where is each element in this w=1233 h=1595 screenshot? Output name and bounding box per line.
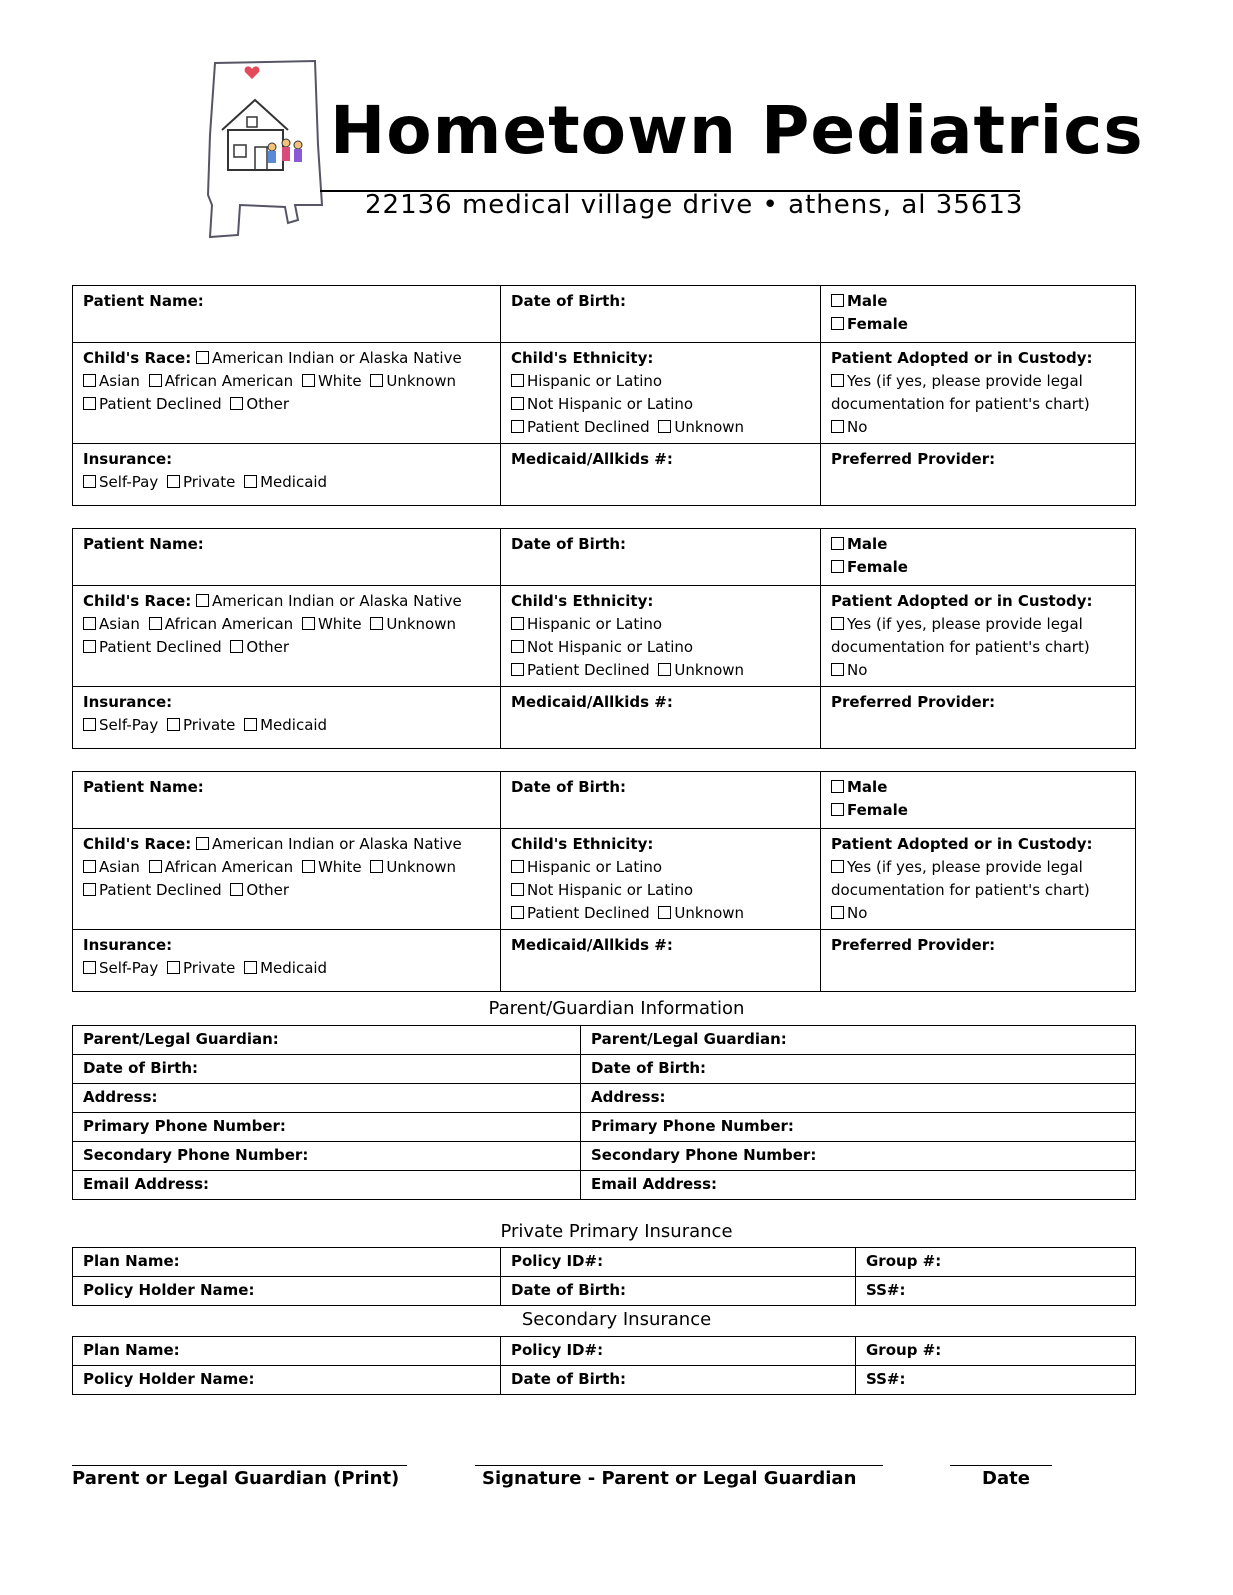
insurance-option-label: Medicaid bbox=[260, 473, 328, 491]
date-label: Date bbox=[982, 1468, 1030, 1489]
race-option-label: Other bbox=[246, 395, 289, 413]
insurance-label: Insurance: bbox=[83, 936, 173, 954]
parent-field-cell-1[interactable] bbox=[73, 1142, 581, 1171]
race-option bbox=[230, 395, 289, 413]
parent-row bbox=[73, 1055, 1136, 1084]
race-option bbox=[83, 858, 140, 876]
ethnicity-option-label: Hispanic or Latino bbox=[527, 615, 663, 633]
ethnicity-option bbox=[511, 881, 693, 899]
insurance-option bbox=[244, 473, 327, 491]
race-option-label: White bbox=[317, 372, 362, 390]
race-checkbox[interactable] bbox=[370, 617, 383, 630]
race-checkbox[interactable] bbox=[370, 860, 383, 873]
female-checkbox[interactable] bbox=[831, 803, 844, 816]
insurance-option-label: Private bbox=[183, 716, 236, 734]
race-option bbox=[302, 615, 362, 633]
parent-field-label: Date of Birth: bbox=[591, 1059, 707, 1077]
private-insurance-table bbox=[72, 1247, 1136, 1306]
patient-table-2 bbox=[72, 528, 1136, 749]
patient-table-3 bbox=[72, 771, 1136, 992]
race-option-label: Unknown bbox=[386, 615, 456, 633]
race-checkbox[interactable] bbox=[302, 860, 315, 873]
race-option bbox=[83, 395, 222, 413]
race-label: Child's Race: bbox=[83, 835, 192, 853]
private-holder-dob-cell[interactable] bbox=[501, 1277, 856, 1306]
race-option bbox=[230, 638, 289, 656]
race-option-label: Patient Declined bbox=[99, 395, 222, 413]
race-checkbox[interactable] bbox=[196, 351, 209, 364]
insurance-option bbox=[83, 716, 158, 734]
adopted-cell bbox=[821, 586, 1136, 687]
ethnicity-option bbox=[658, 904, 744, 922]
adopted-label: Patient Adopted or in Custody: bbox=[831, 349, 1093, 367]
parent-field-label: Secondary Phone Number: bbox=[591, 1146, 817, 1164]
insurance-checkbox[interactable] bbox=[244, 718, 257, 731]
ethnicity-checkbox[interactable] bbox=[511, 883, 524, 896]
ethnicity-option-label: Patient Declined bbox=[527, 904, 650, 922]
race-checkbox[interactable] bbox=[83, 397, 96, 410]
parent-field-label: Address: bbox=[591, 1088, 666, 1106]
insurance-option-label: Medicaid bbox=[260, 959, 328, 977]
ethnicity-option-label: Not Hispanic or Latino bbox=[527, 881, 694, 899]
ethnicity-option bbox=[658, 418, 744, 436]
race-checkbox[interactable] bbox=[83, 640, 96, 653]
sex-cell bbox=[821, 286, 1136, 343]
insurance-option bbox=[244, 716, 327, 734]
secondary-holder-dob-cell[interactable] bbox=[501, 1366, 856, 1395]
insurance-cell bbox=[73, 444, 501, 506]
ethnicity-checkbox[interactable] bbox=[511, 906, 524, 919]
secondary-group-label: Group #: bbox=[866, 1341, 942, 1359]
secondary-ssn-label: SS#: bbox=[866, 1370, 906, 1388]
race-option-label: American Indian or Alaska Native bbox=[211, 349, 462, 367]
parent-field-label: Primary Phone Number: bbox=[591, 1117, 794, 1135]
race-cell bbox=[73, 829, 501, 930]
private-group-label: Group #: bbox=[866, 1252, 942, 1270]
parent-section-title: Parent/Guardian Information bbox=[488, 998, 745, 1019]
race-checkbox[interactable] bbox=[149, 374, 162, 387]
adopted-no-label: No bbox=[847, 418, 868, 436]
alabama-house-logo-icon bbox=[200, 55, 330, 245]
medicaid-label: Medicaid/Allkids #: bbox=[511, 693, 673, 711]
race-option bbox=[370, 372, 456, 390]
female-label: Female bbox=[847, 315, 908, 333]
ethnicity-checkbox[interactable] bbox=[511, 374, 524, 387]
ethnicity-option bbox=[511, 418, 650, 436]
patient-table-1 bbox=[72, 285, 1136, 506]
adopted-yes-checkbox[interactable] bbox=[831, 374, 844, 387]
print-name-line[interactable] bbox=[72, 1465, 407, 1466]
parent-field-cell-2[interactable] bbox=[581, 1113, 1136, 1142]
adopted-yes-label: Yes (if yes, please provide legal documentation for patient's chart) bbox=[831, 858, 1090, 899]
race-checkbox[interactable] bbox=[196, 837, 209, 850]
insurance-checkbox[interactable] bbox=[167, 718, 180, 731]
ethnicity-checkbox[interactable] bbox=[658, 420, 671, 433]
race-option-label: African American bbox=[164, 858, 294, 876]
race-option bbox=[149, 615, 293, 633]
preferred-provider-cell[interactable] bbox=[821, 444, 1136, 506]
date-of-birth-cell[interactable] bbox=[501, 772, 821, 829]
insurance-option-label: Self-Pay bbox=[99, 473, 159, 491]
ethnicity-checkbox[interactable] bbox=[511, 617, 524, 630]
parent-field-cell-1[interactable] bbox=[73, 1171, 581, 1200]
parent-field-label: Email Address: bbox=[591, 1175, 718, 1193]
parent-field-label: Primary Phone Number: bbox=[83, 1117, 286, 1135]
ethnicity-option bbox=[511, 904, 650, 922]
insurance-option-label: Self-Pay bbox=[99, 959, 159, 977]
adopted-cell bbox=[821, 829, 1136, 930]
private-plan-name-cell[interactable] bbox=[73, 1248, 501, 1277]
insurance-option bbox=[83, 473, 158, 491]
parent-row bbox=[73, 1142, 1136, 1171]
secondary-holder-dob-label: Date of Birth: bbox=[511, 1370, 627, 1388]
private-policy-holder-cell[interactable] bbox=[73, 1277, 501, 1306]
medicaid-cell[interactable] bbox=[501, 687, 821, 749]
ethnicity-cell bbox=[501, 343, 821, 444]
parent-row bbox=[73, 1026, 1136, 1055]
race-option bbox=[196, 349, 462, 367]
insurance-option-label: Private bbox=[183, 959, 236, 977]
ethnicity-option bbox=[658, 661, 744, 679]
date-of-birth-label: Date of Birth: bbox=[511, 535, 627, 553]
preferred-provider-label: Preferred Provider: bbox=[831, 693, 996, 711]
private-ssn-cell[interactable] bbox=[856, 1277, 1136, 1306]
race-checkbox[interactable] bbox=[83, 860, 96, 873]
male-label: Male bbox=[847, 778, 888, 796]
patient-name-label: Patient Name: bbox=[83, 292, 204, 310]
parent-field-cell-1[interactable] bbox=[73, 1113, 581, 1142]
insurance-checkbox[interactable] bbox=[244, 475, 257, 488]
ethnicity-option-label: Unknown bbox=[674, 418, 745, 436]
secondary-insurance-table bbox=[72, 1336, 1136, 1395]
ethnicity-option-label: Not Hispanic or Latino bbox=[527, 638, 694, 656]
female-checkbox[interactable] bbox=[831, 317, 844, 330]
race-option bbox=[149, 858, 293, 876]
race-option bbox=[370, 615, 456, 633]
race-option-label: African American bbox=[164, 615, 294, 633]
insurance-checkbox[interactable] bbox=[167, 475, 180, 488]
race-label: Child's Race: bbox=[83, 349, 192, 367]
medicaid-label: Medicaid/Allkids #: bbox=[511, 450, 673, 468]
clinic-name: Hometown Pediatrics bbox=[330, 92, 1144, 169]
race-option bbox=[196, 835, 462, 853]
insurance-checkbox[interactable] bbox=[83, 961, 96, 974]
race-cell bbox=[73, 343, 501, 444]
insurance-option bbox=[167, 959, 235, 977]
ethnicity-checkbox[interactable] bbox=[511, 397, 524, 410]
race-option-label: American Indian or Alaska Native bbox=[211, 592, 462, 610]
private-group-cell[interactable] bbox=[856, 1248, 1136, 1277]
race-option-label: Other bbox=[246, 638, 289, 656]
race-option-label: White bbox=[317, 858, 362, 876]
female-label: Female bbox=[847, 558, 908, 576]
adopted-yes-label: Yes (if yes, please provide legal documentation for patient's chart) bbox=[831, 372, 1090, 413]
date-line[interactable] bbox=[950, 1465, 1052, 1466]
date-of-birth-cell[interactable] bbox=[501, 286, 821, 343]
insurance-checkbox[interactable] bbox=[244, 961, 257, 974]
race-option bbox=[83, 881, 222, 899]
parent-row bbox=[73, 1171, 1136, 1200]
ethnicity-option bbox=[511, 372, 662, 390]
secondary-policy-holder-label: Policy Holder Name: bbox=[83, 1370, 255, 1388]
insurance-option bbox=[244, 959, 327, 977]
adopted-label: Patient Adopted or in Custody: bbox=[831, 835, 1093, 853]
date-of-birth-cell[interactable] bbox=[501, 529, 821, 586]
private-policy-id-label: Policy ID#: bbox=[511, 1252, 604, 1270]
ethnicity-option bbox=[511, 395, 693, 413]
male-label: Male bbox=[847, 535, 888, 553]
preferred-provider-cell[interactable] bbox=[821, 930, 1136, 992]
secondary-ssn-cell[interactable] bbox=[856, 1366, 1136, 1395]
parent-field-cell-2[interactable] bbox=[581, 1055, 1136, 1084]
ethnicity-option-label: Hispanic or Latino bbox=[527, 858, 663, 876]
secondary-plan-name-label: Plan Name: bbox=[83, 1341, 180, 1359]
race-checkbox[interactable] bbox=[149, 617, 162, 630]
signature-line[interactable] bbox=[475, 1465, 883, 1466]
adopted-yes-label: Yes (if yes, please provide legal documentation for patient's chart) bbox=[831, 615, 1090, 656]
insurance-cell bbox=[73, 930, 501, 992]
race-option bbox=[196, 592, 462, 610]
ethnicity-label: Child's Ethnicity: bbox=[511, 835, 654, 853]
insurance-option bbox=[167, 716, 235, 734]
race-checkbox[interactable] bbox=[370, 374, 383, 387]
date-of-birth-label: Date of Birth: bbox=[511, 292, 627, 310]
ethnicity-checkbox[interactable] bbox=[511, 860, 524, 873]
ethnicity-cell bbox=[501, 586, 821, 687]
race-option-label: American Indian or Alaska Native bbox=[211, 835, 462, 853]
secondary-policy-id-cell[interactable] bbox=[501, 1337, 856, 1366]
insurance-option-label: Medicaid bbox=[260, 716, 328, 734]
private-policy-holder-label: Policy Holder Name: bbox=[83, 1281, 255, 1299]
patient-name-cell[interactable] bbox=[73, 772, 501, 829]
private-holder-dob-label: Date of Birth: bbox=[511, 1281, 627, 1299]
race-option bbox=[230, 881, 289, 899]
race-checkbox[interactable] bbox=[230, 397, 243, 410]
female-label: Female bbox=[847, 801, 908, 819]
insurance-label: Insurance: bbox=[83, 450, 173, 468]
medicaid-cell[interactable] bbox=[501, 930, 821, 992]
adopted-no-checkbox[interactable] bbox=[831, 906, 844, 919]
ethnicity-option-label: Not Hispanic or Latino bbox=[527, 395, 694, 413]
race-checkbox[interactable] bbox=[302, 374, 315, 387]
insurance-checkbox[interactable] bbox=[167, 961, 180, 974]
race-option bbox=[149, 372, 293, 390]
ethnicity-checkbox[interactable] bbox=[658, 906, 671, 919]
private-plan-name-label: Plan Name: bbox=[83, 1252, 180, 1270]
patient-name-label: Patient Name: bbox=[83, 535, 204, 553]
race-checkbox[interactable] bbox=[149, 860, 162, 873]
ethnicity-option-label: Patient Declined bbox=[527, 418, 650, 436]
preferred-provider-label: Preferred Provider: bbox=[831, 936, 996, 954]
race-option-label: Patient Declined bbox=[99, 881, 222, 899]
race-option bbox=[83, 372, 140, 390]
male-label: Male bbox=[847, 292, 888, 310]
secondary-group-cell[interactable] bbox=[856, 1337, 1136, 1366]
ethnicity-option bbox=[511, 858, 662, 876]
parent-row bbox=[73, 1084, 1136, 1113]
race-option bbox=[83, 638, 222, 656]
insurance-option-label: Private bbox=[183, 473, 236, 491]
medicaid-cell[interactable] bbox=[501, 444, 821, 506]
race-option bbox=[302, 372, 362, 390]
insurance-option bbox=[167, 473, 235, 491]
clinic-address: 22136 medical village drive • athens, al 35613 bbox=[365, 190, 1024, 220]
race-checkbox[interactable] bbox=[196, 594, 209, 607]
parent-field-label: Parent/Legal Guardian: bbox=[591, 1030, 787, 1048]
insurance-cell bbox=[73, 687, 501, 749]
patient-name-cell[interactable] bbox=[73, 529, 501, 586]
ethnicity-option bbox=[511, 661, 650, 679]
parent-field-cell-2[interactable] bbox=[581, 1171, 1136, 1200]
ethnicity-label: Child's Ethnicity: bbox=[511, 349, 654, 367]
race-option-label: Unknown bbox=[386, 372, 456, 390]
signature-label: Signature - Parent or Legal Guardian bbox=[482, 1468, 857, 1489]
secondary-insurance-title: Secondary Insurance bbox=[521, 1309, 712, 1330]
sex-cell bbox=[821, 772, 1136, 829]
ethnicity-option-label: Unknown bbox=[674, 904, 745, 922]
patient-name-label: Patient Name: bbox=[83, 778, 204, 796]
race-option-label: Other bbox=[246, 881, 289, 899]
adopted-yes-checkbox[interactable] bbox=[831, 617, 844, 630]
adopted-no-label: No bbox=[847, 904, 868, 922]
parent-field-cell-1[interactable] bbox=[73, 1084, 581, 1113]
insurance-option bbox=[83, 959, 158, 977]
ethnicity-checkbox[interactable] bbox=[511, 420, 524, 433]
private-ssn-label: SS#: bbox=[866, 1281, 906, 1299]
adopted-no-checkbox[interactable] bbox=[831, 420, 844, 433]
male-checkbox[interactable] bbox=[831, 294, 844, 307]
ethnicity-option bbox=[511, 615, 662, 633]
race-option-label: Unknown bbox=[386, 858, 456, 876]
preferred-provider-cell[interactable] bbox=[821, 687, 1136, 749]
ethnicity-checkbox[interactable] bbox=[658, 663, 671, 676]
parent-field-label: Address: bbox=[83, 1088, 158, 1106]
secondary-policy-id-label: Policy ID#: bbox=[511, 1341, 604, 1359]
parent-field-cell-2[interactable] bbox=[581, 1026, 1136, 1055]
sex-cell bbox=[821, 529, 1136, 586]
race-option-label: Asian bbox=[99, 858, 140, 876]
print-name-label: Parent or Legal Guardian (Print) bbox=[72, 1468, 400, 1489]
ethnicity-option-label: Patient Declined bbox=[527, 661, 650, 679]
parent-field-cell-2[interactable] bbox=[581, 1084, 1136, 1113]
parent-field-label: Parent/Legal Guardian: bbox=[83, 1030, 279, 1048]
race-cell bbox=[73, 586, 501, 687]
female-checkbox[interactable] bbox=[831, 560, 844, 573]
insurance-label: Insurance: bbox=[83, 693, 173, 711]
race-checkbox[interactable] bbox=[230, 640, 243, 653]
adopted-no-label: No bbox=[847, 661, 868, 679]
race-option-label: African American bbox=[164, 372, 294, 390]
patient-name-cell[interactable] bbox=[73, 286, 501, 343]
race-option-label: Asian bbox=[99, 372, 140, 390]
race-option bbox=[370, 858, 456, 876]
secondary-plan-name-cell[interactable] bbox=[73, 1337, 501, 1366]
parent-field-label: Date of Birth: bbox=[83, 1059, 199, 1077]
adopted-yes-checkbox[interactable] bbox=[831, 860, 844, 873]
parent-field-label: Email Address: bbox=[83, 1175, 210, 1193]
race-checkbox[interactable] bbox=[83, 883, 96, 896]
private-insurance-title: Private Primary Insurance bbox=[500, 1221, 733, 1242]
ethnicity-checkbox[interactable] bbox=[511, 663, 524, 676]
page-header bbox=[0, 0, 1233, 260]
adopted-cell bbox=[821, 343, 1136, 444]
parent-guardian-table bbox=[72, 1025, 1136, 1200]
adopted-no-checkbox[interactable] bbox=[831, 663, 844, 676]
male-checkbox[interactable] bbox=[831, 537, 844, 550]
parent-field-cell-1[interactable] bbox=[73, 1055, 581, 1084]
preferred-provider-label: Preferred Provider: bbox=[831, 450, 996, 468]
race-checkbox[interactable] bbox=[83, 374, 96, 387]
ethnicity-option-label: Unknown bbox=[674, 661, 745, 679]
race-checkbox[interactable] bbox=[230, 883, 243, 896]
race-option-label: Asian bbox=[99, 615, 140, 633]
medicaid-label: Medicaid/Allkids #: bbox=[511, 936, 673, 954]
secondary-policy-holder-cell[interactable] bbox=[73, 1366, 501, 1395]
race-checkbox[interactable] bbox=[302, 617, 315, 630]
parent-field-cell-1[interactable] bbox=[73, 1026, 581, 1055]
private-policy-id-cell[interactable] bbox=[501, 1248, 856, 1277]
ethnicity-label: Child's Ethnicity: bbox=[511, 592, 654, 610]
ethnicity-cell bbox=[501, 829, 821, 930]
race-option bbox=[302, 858, 362, 876]
insurance-checkbox[interactable] bbox=[83, 718, 96, 731]
insurance-option-label: Self-Pay bbox=[99, 716, 159, 734]
ethnicity-option bbox=[511, 638, 693, 656]
parent-field-cell-2[interactable] bbox=[581, 1142, 1136, 1171]
parent-field-label: Secondary Phone Number: bbox=[83, 1146, 309, 1164]
adopted-label: Patient Adopted or in Custody: bbox=[831, 592, 1093, 610]
ethnicity-checkbox[interactable] bbox=[511, 640, 524, 653]
race-label: Child's Race: bbox=[83, 592, 192, 610]
race-option-label: Patient Declined bbox=[99, 638, 222, 656]
parent-row bbox=[73, 1113, 1136, 1142]
insurance-checkbox[interactable] bbox=[83, 475, 96, 488]
date-of-birth-label: Date of Birth: bbox=[511, 778, 627, 796]
race-option bbox=[83, 615, 140, 633]
race-checkbox[interactable] bbox=[83, 617, 96, 630]
male-checkbox[interactable] bbox=[831, 780, 844, 793]
ethnicity-option-label: Hispanic or Latino bbox=[527, 372, 663, 390]
race-option-label: White bbox=[317, 615, 362, 633]
